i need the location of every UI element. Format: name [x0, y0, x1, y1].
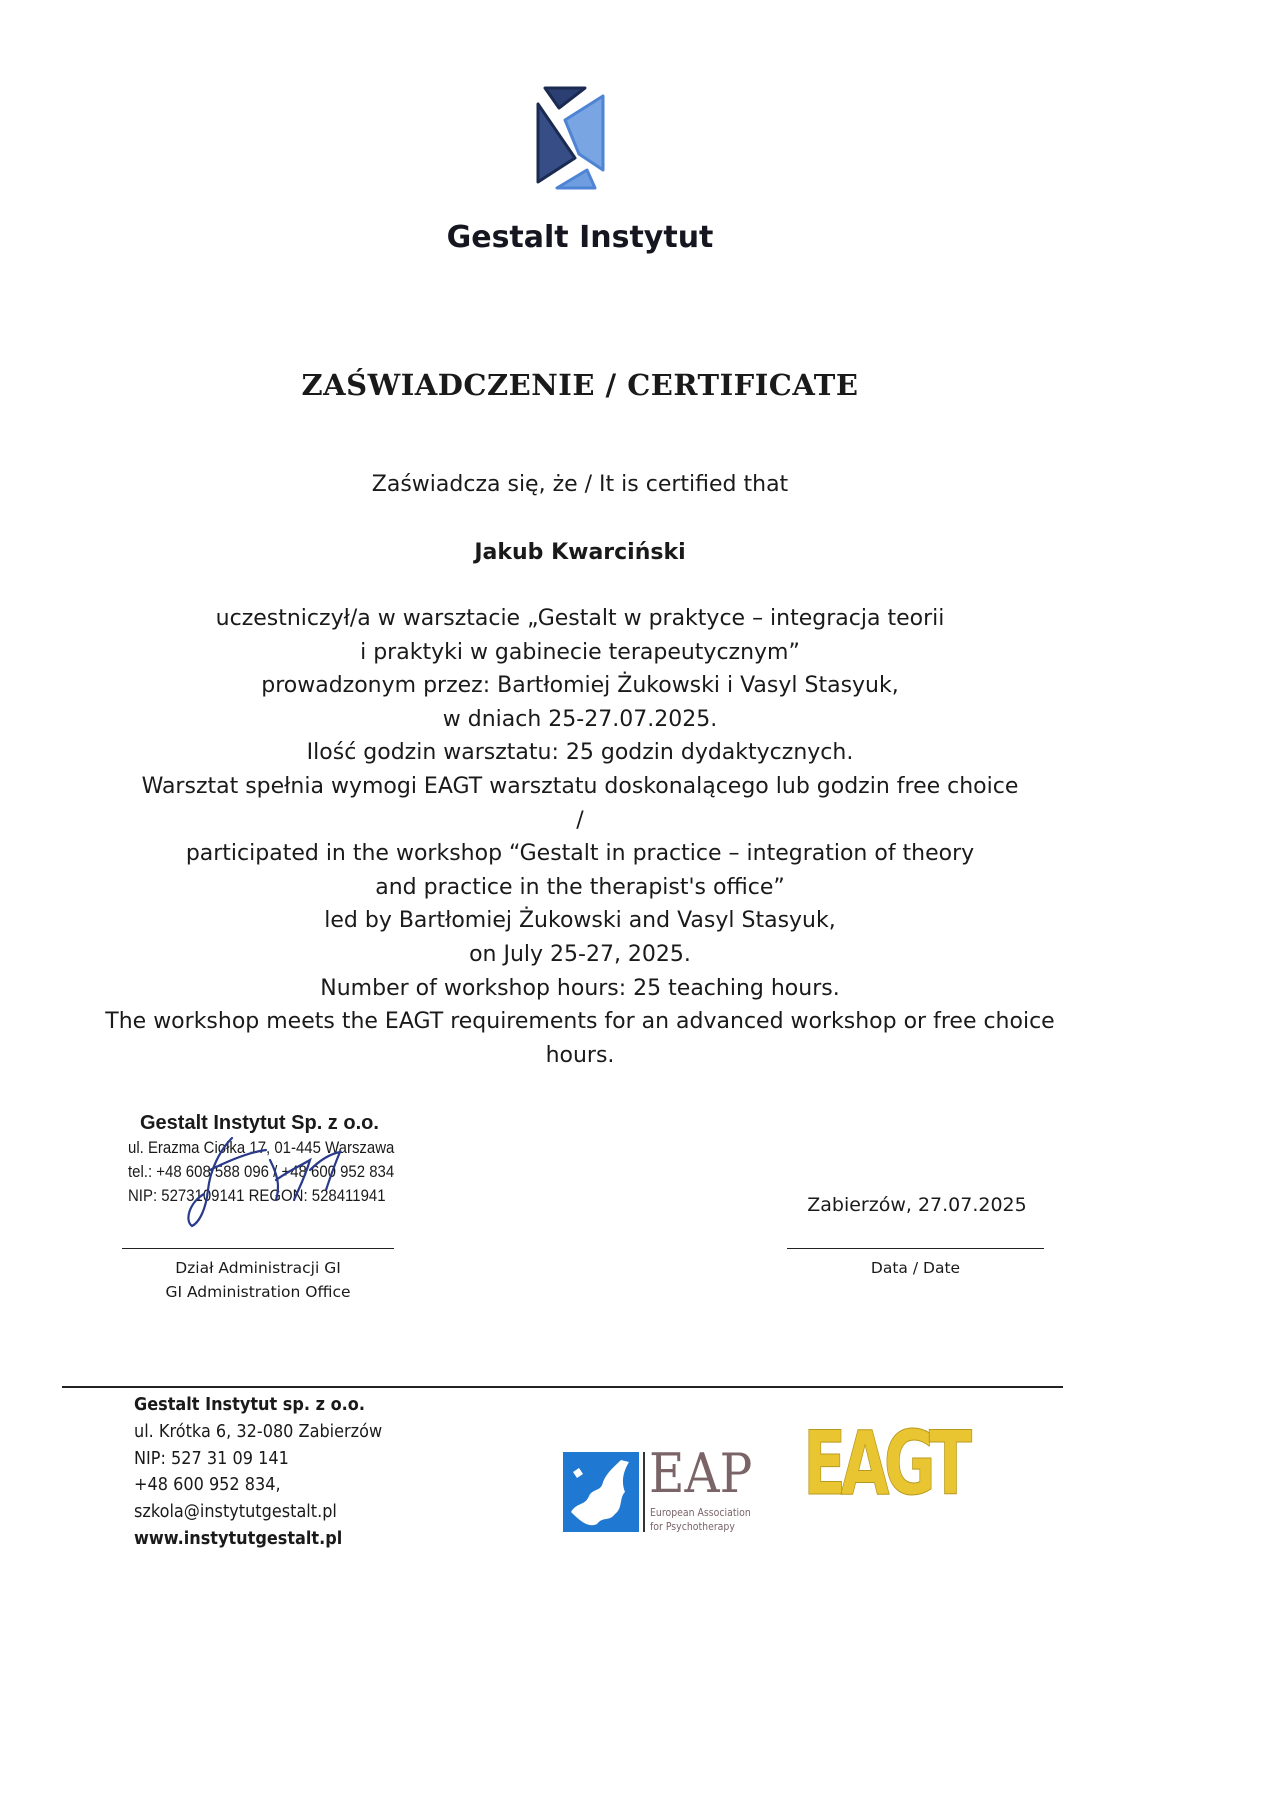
europe-map-icon — [563, 1452, 639, 1532]
stamp-address: ul. Erazma Ciołka 17, 01-445 Warszawa — [128, 1138, 395, 1157]
handwritten-signature — [170, 1130, 370, 1230]
eap-line1: European Association — [650, 1506, 751, 1519]
eagt-logo: EAGT — [803, 1412, 967, 1515]
stamp-name: Gestalt Instytut Sp. z o.o. — [140, 1112, 379, 1134]
body-line: i praktyki w gabinecie terapeutycznym” — [360, 639, 800, 665]
recipient-name: Jakub Kwarciński — [474, 540, 686, 565]
body-line: and practice in the therapist's office” — [375, 874, 785, 900]
body-line: Number of workshop hours: 25 teaching hours. — [320, 975, 840, 1001]
body-line: Ilość godzin warsztatu: 25 godzin dydaktycznych. — [306, 740, 854, 766]
eap-line2: for Psychotherapy — [650, 1520, 735, 1533]
footer-nip: NIP: 527 31 09 141 — [134, 1448, 289, 1469]
body-line: / — [576, 807, 584, 833]
stamp-ids: NIP: 5273109141 REGON: 528411941 — [128, 1186, 386, 1205]
footer-phone: +48 600 952 834, — [134, 1475, 281, 1496]
eap-logo — [563, 1442, 763, 1536]
footer-contact — [134, 1392, 404, 1553]
body-line: w dniach 25-27.07.2025. — [442, 706, 718, 732]
intro-text: Zaświadcza się, że / It is certified that — [371, 472, 789, 497]
body-line: participated in the workshop “Gestalt in practice – integration of theory — [185, 841, 975, 867]
footer-email[interactable]: szkola@instytutgestalt.pl — [134, 1502, 337, 1523]
brand-name: Gestalt Instytut — [446, 220, 714, 255]
body-line: uczestniczył/a w warsztacie „Gestalt w praktyce – integracja teorii — [215, 606, 945, 631]
body-line: on July 25-27, 2025. — [469, 941, 691, 967]
footer-address: ul. Krótka 6, 32-080 Zabierzów — [134, 1421, 383, 1442]
body-line: The workshop meets the EAGT requirements for an advanced workshop or free choice — [105, 1009, 1055, 1035]
certificate-title: ZAŚWIADCZENIE / CERTIFICATE — [301, 368, 859, 402]
date-label: Data / Date — [870, 1259, 961, 1277]
eap-abbr: EAP — [649, 1442, 753, 1505]
body-line: prowadzonym przez: Bartłomiej Żukowski i Vasyl Stasyuk, — [261, 673, 899, 699]
stamp-phone: tel.: +48 608 588 096 / +48 600 952 834 — [128, 1162, 395, 1181]
certificate-body — [0, 604, 1160, 1074]
eap-divider — [643, 1452, 645, 1532]
body-line: hours. — [545, 1042, 615, 1068]
footer-website[interactable]: www.instytutgestalt.pl — [134, 1528, 343, 1549]
body-line: Warsztat spełnia wymogi EAGT warsztatu doskonalącego lub godzin free choice — [141, 773, 1019, 799]
signature-label-en: GI Administration Office — [165, 1283, 351, 1301]
date-line — [787, 1248, 1044, 1249]
body-line: led by Bartłomiej Żukowski and Vasyl Stasyuk, — [324, 908, 836, 934]
date-value: Zabierzów, 27.07.2025 — [807, 1194, 1027, 1216]
gestalt-logo-icon — [535, 84, 615, 196]
footer-divider — [62, 1386, 1063, 1388]
footer-company: Gestalt Instytut sp. z o.o. — [134, 1395, 365, 1415]
signature-label-pl: Dział Administracji GI — [175, 1259, 341, 1277]
signature-line — [122, 1248, 394, 1249]
